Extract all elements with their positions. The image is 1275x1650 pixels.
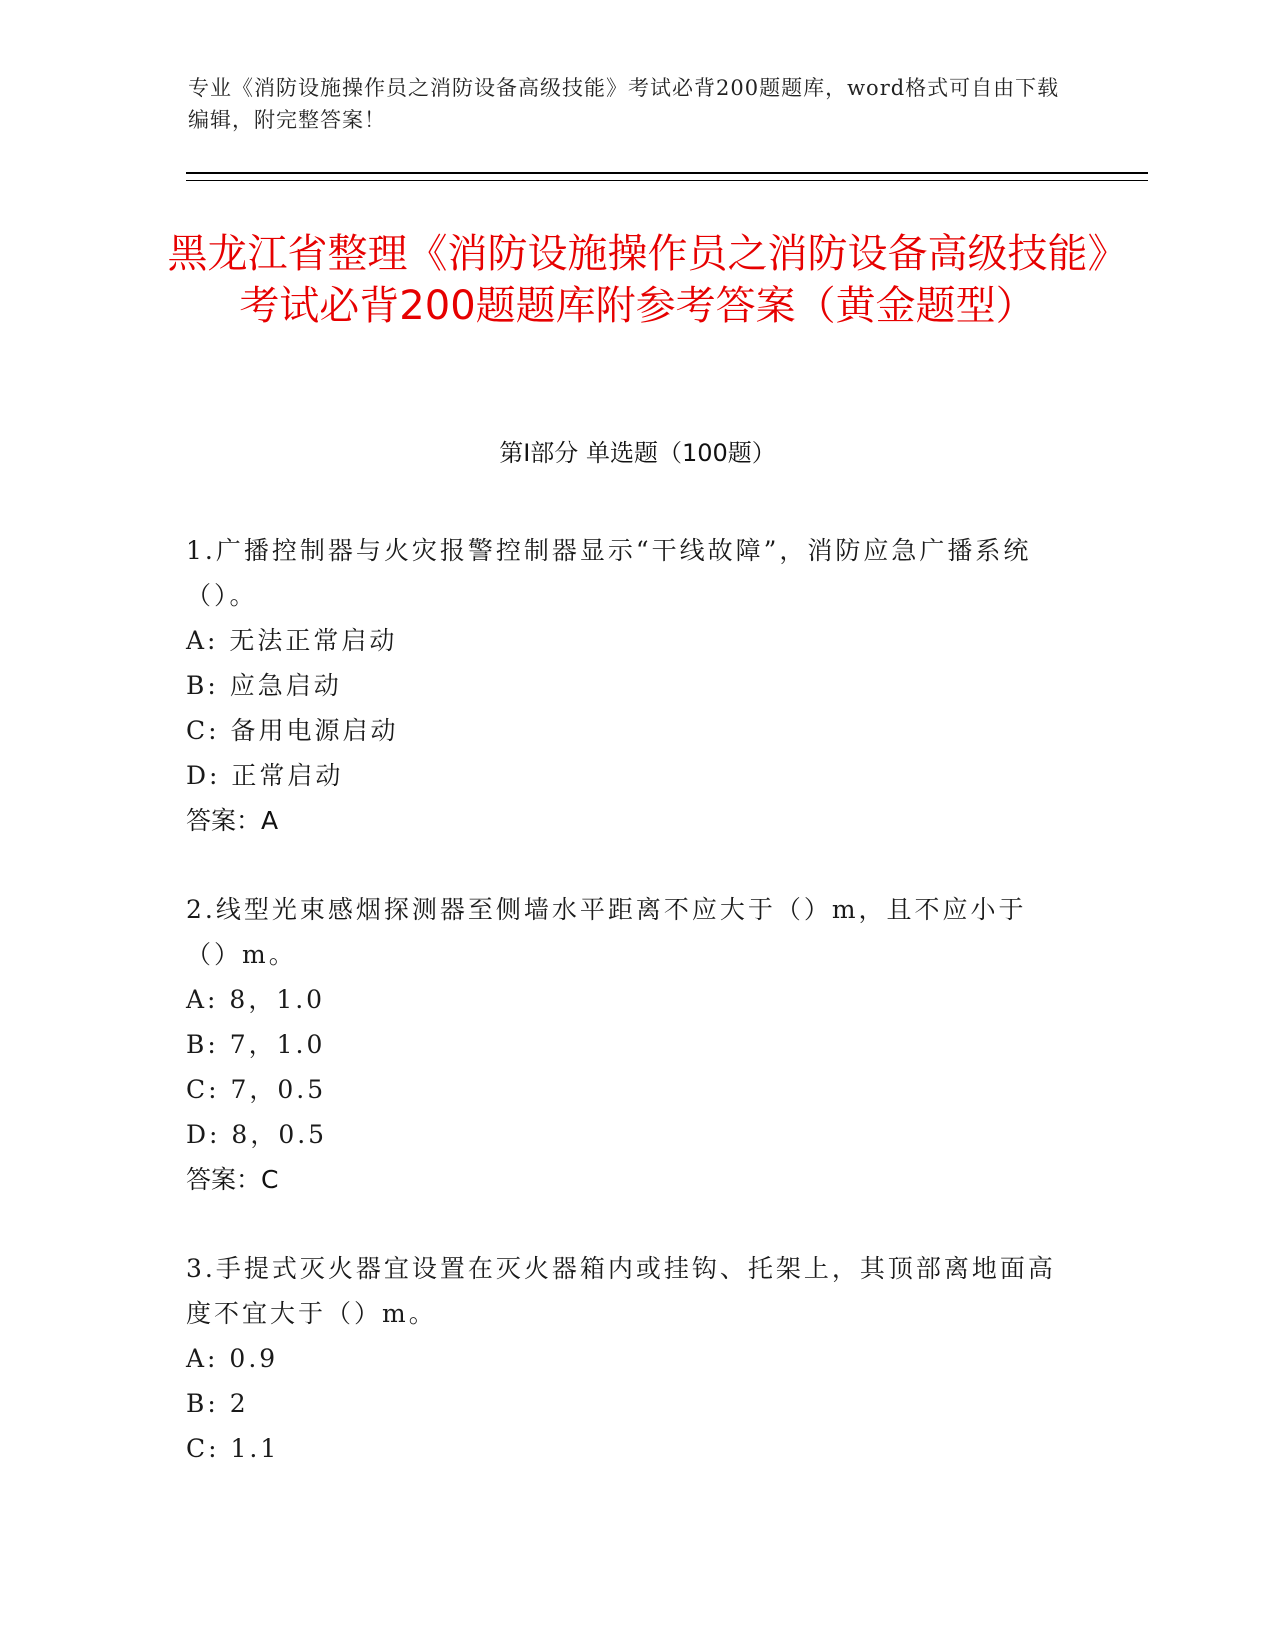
- document-title: 黑龙江省整理《消防设施操作员之消防设备高级技能》考试必背200题题库附参考答案（黄金题型）: [167, 231, 1108, 329]
- option-d: D: 正常启动: [186, 761, 344, 790]
- answer-line: 答案：A: [186, 806, 279, 835]
- option-b: B: 2: [186, 1389, 249, 1418]
- question-stem: 1.广播控制器与火灾报警控制器显示“干线故障”，消防应急广播系统（）。: [186, 536, 1032, 610]
- question-item: [186, 1246, 1066, 1471]
- option-c: C: 1.1: [186, 1434, 280, 1463]
- question-stem: 2.线型光束感烟探测器至侧墙水平距离不应大于（）m，且不应小于（）m。: [186, 895, 1027, 969]
- option-c: C: 备用电源启动: [186, 716, 399, 745]
- header-rule-thin: [186, 180, 1148, 181]
- option-b: B: 7，1.0: [186, 1030, 326, 1059]
- option-d: D: 8，0.5: [186, 1120, 328, 1149]
- question-item: [186, 528, 1066, 843]
- answer-line: 答案：C: [186, 1165, 279, 1194]
- option-b: B: 应急启动: [186, 671, 342, 700]
- option-a: A: 无法正常启动: [186, 626, 398, 655]
- header-rule-thick: [186, 172, 1148, 174]
- question-stem: 3.手提式灭火器宜设置在灭火器箱内或挂钩、托架上，其顶部离地面高度不宜大于（）m。: [186, 1254, 1056, 1328]
- section-title: 第I部分 单选题（100题）: [499, 439, 776, 467]
- question-item: [186, 887, 1066, 1202]
- question-list: [186, 528, 1066, 1515]
- header-note: 专业《消防设施操作员之消防设备高级技能》考试必背200题题库，word格式可自由下载编辑，附完整答案！: [188, 76, 1060, 132]
- option-a: A: 0.9: [186, 1344, 279, 1373]
- option-a: A: 8，1.0: [186, 985, 326, 1014]
- option-c: C: 7，0.5: [186, 1075, 327, 1104]
